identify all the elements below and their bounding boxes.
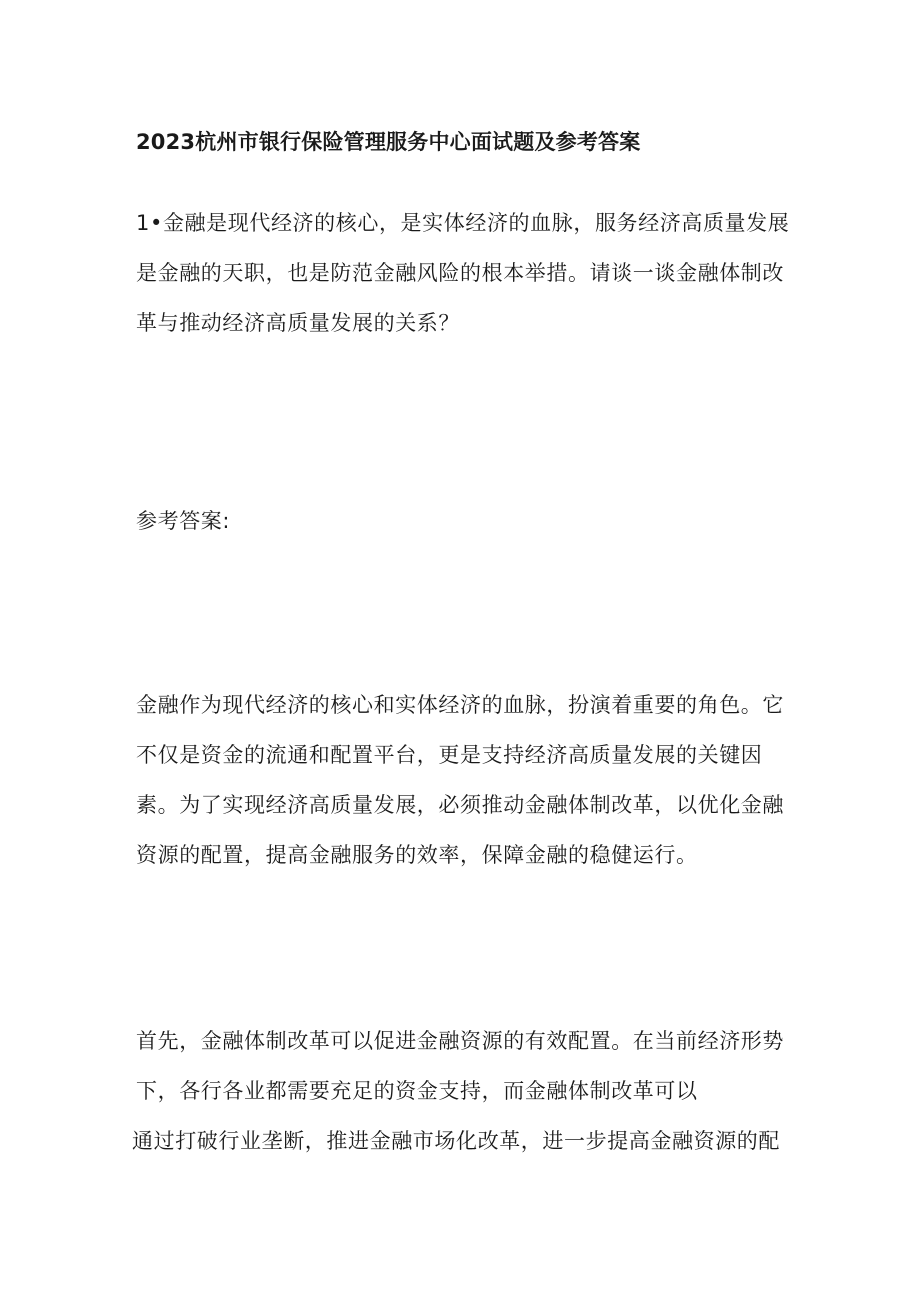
paragraph-line: 素。为了实现经济高质量发展，必须推动金融体制改革，以优化金融 <box>136 793 784 817</box>
paragraph-line: 通过打破行业垄断，推进金融市场化改革，进一步提高金融资源的配 <box>132 1129 780 1153</box>
question-line: 革与推动经济高质量发展的关系？ <box>136 311 460 335</box>
paragraph-line: 金融作为现代经济的核心和实体经济的血脉，扮演着重要的角色。它 <box>136 693 784 717</box>
answer-paragraph-1 <box>136 680 796 880</box>
answer-label <box>136 496 796 546</box>
question-line: 是金融的天职，也是防范金融风险的根本举措。请谈一谈金融体制改 <box>136 261 784 285</box>
paragraph-line: 首先，金融体制改革可以促进金融资源的有效配置。在当前经济形势 <box>136 1029 784 1053</box>
document-title: 2023杭州市银行保险管理服务中心面试题及参考答案 <box>136 130 641 154</box>
answer-label-text: 参考答案: <box>136 509 231 533</box>
paragraph-line: 不仅是资金的流通和配置平台，更是支持经济高质量发展的关键因 <box>136 743 763 767</box>
paragraph-line: 资源的配置，提高金融服务的效率，保障金融的稳健运行。 <box>136 843 698 867</box>
question-text <box>136 198 796 348</box>
answer-paragraph-2 <box>132 1016 796 1166</box>
question-line: 1•金融是现代经济的核心，是实体经济的血脉，服务经济高质量发展 <box>136 211 790 235</box>
paragraph-line: 下，各行各业都需要充足的资金支持，而金融体制改革可以 <box>136 1079 698 1103</box>
